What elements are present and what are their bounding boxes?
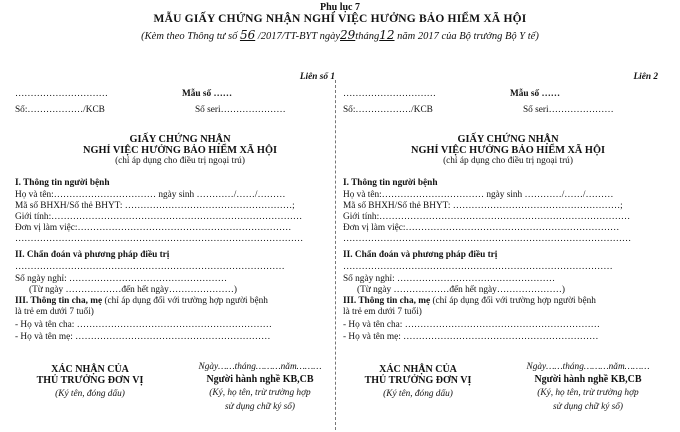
certificate-subtitle: NGHỈ VIỆC HƯỞNG BẢO HIỂM XÃ HỘI — [411, 145, 605, 156]
section-parents-note-2: là trẻ em dưới 7 tuổi) — [343, 307, 422, 317]
gender-field: Giới tính:……………………………………………………………………… — [343, 212, 631, 222]
handwritten-month: 12 — [379, 28, 395, 42]
certificate-title: GIẤY CHỨNG NHẬN — [457, 134, 559, 145]
insurance-number-field: Mã số BHXH/Số thẻ BHYT: ………………………………………………; — [15, 201, 295, 211]
date-range-field: (Từ ngày ………………đến hết ngày…………………) — [357, 285, 565, 295]
appendix-label: Phụ lục 7 — [319, 2, 360, 13]
certificate-copy-1 — [15, 70, 345, 432]
form-number: Mẫu số …… — [510, 89, 561, 99]
subtitle-mid1: /2017/TT-BYT ngày — [255, 31, 341, 42]
subtitle-pre: (Kèm theo Thông tư số — [141, 31, 240, 42]
days-off-field: Số ngày nghỉ: …………………………………………… — [343, 274, 556, 284]
workplace-field-continued: ………………………………………………………………………………… — [343, 234, 632, 244]
serial-number-field: Số seri………………… — [195, 105, 286, 115]
workplace-field: Đơn vị làm việc:…………………………………………………………… — [343, 223, 620, 233]
certificate-scope-note: (chỉ áp dụng cho điều trị ngoại trú) — [115, 156, 245, 166]
mother-name-field: - Họ và tên mẹ: ……………………………………………………… — [15, 332, 271, 342]
section-parents-title: III. Thông tin cha, mẹ — [343, 296, 431, 306]
section-diagnosis: II. Chẩn đoán và phương pháp điều trị — [343, 250, 498, 260]
certificate-title: GIẤY CHỨNG NHẬN — [129, 134, 231, 145]
patient-name-field: Họ và tên:…………………………… ngày sinh …………/……/……… — [15, 190, 286, 200]
section-parents — [15, 296, 345, 307]
practitioner-sign-note: (Ký, họ tên, trừ trường hợp — [209, 388, 311, 398]
serial-number-field: Số seri………………… — [523, 105, 614, 115]
practitioner-sign-note: (Ký, họ tên, trừ trường hợp — [537, 388, 639, 398]
diagnosis-field: …………………………………………………………………………… — [343, 262, 613, 272]
copy-label: Liên 2 — [633, 72, 658, 82]
unit-head-sign-note: (Ký tên, đóng dấu) — [383, 389, 453, 399]
section-patient-info: I. Thông tin người bệnh — [343, 178, 438, 188]
days-off-field: Số ngày nghỉ: …………………………………………… — [15, 274, 228, 284]
unit-head-title: THỦ TRƯỞNG ĐƠN VỊ — [36, 375, 144, 386]
document-title: MẪU GIẤY CHỨNG NHẬN NGHỈ VIỆC HƯỞNG BẢO HIỂM XÃ HỘI — [153, 13, 527, 25]
unit-head-confirmation-title: XÁC NHẬN CỦA — [379, 364, 457, 375]
section-parents-title: III. Thông tin cha, mẹ — [15, 296, 103, 306]
section-parents-note-2: là trẻ em dưới 7 tuổi) — [15, 307, 94, 317]
section-patient-info: I. Thông tin người bệnh — [15, 178, 110, 188]
gender-field: Giới tính:……………………………………………………………………… — [15, 212, 303, 222]
father-name-field: - Họ và tên cha: ……………………………………………………… — [15, 320, 272, 330]
mother-name-field: - Họ và tên mẹ: ……………………………………………………… — [343, 332, 599, 342]
copy-label: Liên số 1 — [299, 72, 335, 82]
certificate-subtitle: NGHỈ VIỆC HƯỞNG BẢO HIỂM XÃ HỘI — [83, 145, 277, 156]
form-number: Mẫu số …… — [182, 89, 233, 99]
father-name-field: - Họ và tên cha: ……………………………………………………… — [343, 320, 600, 330]
unit-head-confirmation-title: XÁC NHẬN CỦA — [51, 364, 129, 375]
facility-name-field: ………………………… — [15, 89, 108, 99]
certificate-number-field: Số:………………/KCB — [15, 105, 105, 115]
sign-date-field: Ngày……tháng………năm……… — [198, 362, 322, 372]
workplace-field-continued: ………………………………………………………………………………… — [15, 234, 304, 244]
document-subtitle — [0, 28, 680, 42]
certificate-scope-note: (chỉ áp dụng cho điều trị ngoại trú) — [443, 156, 573, 166]
diagnosis-field: …………………………………………………………………………… — [15, 262, 285, 272]
subtitle-mid2: tháng — [355, 31, 380, 42]
patient-name-field: Họ và tên:…………………………… ngày sinh …………/……/……… — [343, 190, 614, 200]
practitioner-sign-note-2: sử dụng chữ ký số) — [224, 402, 296, 412]
practitioner-title: Người hành nghề KB,CB — [206, 374, 314, 385]
section-parents-note: (chỉ áp dụng đối với trường hợp người bệnh — [430, 296, 596, 306]
subtitle-post: năm 2017 của Bộ trưởng Bộ Y tế) — [394, 31, 539, 42]
handwritten-number: 56 — [239, 28, 256, 42]
insurance-number-field: Mã số BHXH/Số thẻ BHYT: ………………………………………………; — [343, 201, 623, 211]
section-parents-note: (chỉ áp dụng đối với trường hợp người bệnh — [102, 296, 268, 306]
workplace-field: Đơn vị làm việc:…………………………………………………………… — [15, 223, 292, 233]
certificate-number-field: Số:………………/KCB — [343, 105, 433, 115]
facility-name-field: ………………………… — [343, 89, 436, 99]
unit-head-title: THỦ TRƯỞNG ĐƠN VỊ — [364, 375, 472, 386]
unit-head-sign-note: (Ký tên, đóng dấu) — [55, 389, 125, 399]
practitioner-sign-note-2: sử dụng chữ ký số) — [552, 402, 624, 412]
handwritten-day: 29 — [340, 28, 356, 42]
sign-date-field: Ngày……tháng………năm……… — [526, 362, 650, 372]
certificate-copy-2 — [343, 70, 673, 432]
date-range-field: (Từ ngày ………………đến hết ngày…………………) — [29, 285, 237, 295]
section-diagnosis: II. Chẩn đoán và phương pháp điều trị — [15, 250, 170, 260]
practitioner-title: Người hành nghề KB,CB — [534, 374, 642, 385]
section-parents — [343, 296, 673, 307]
